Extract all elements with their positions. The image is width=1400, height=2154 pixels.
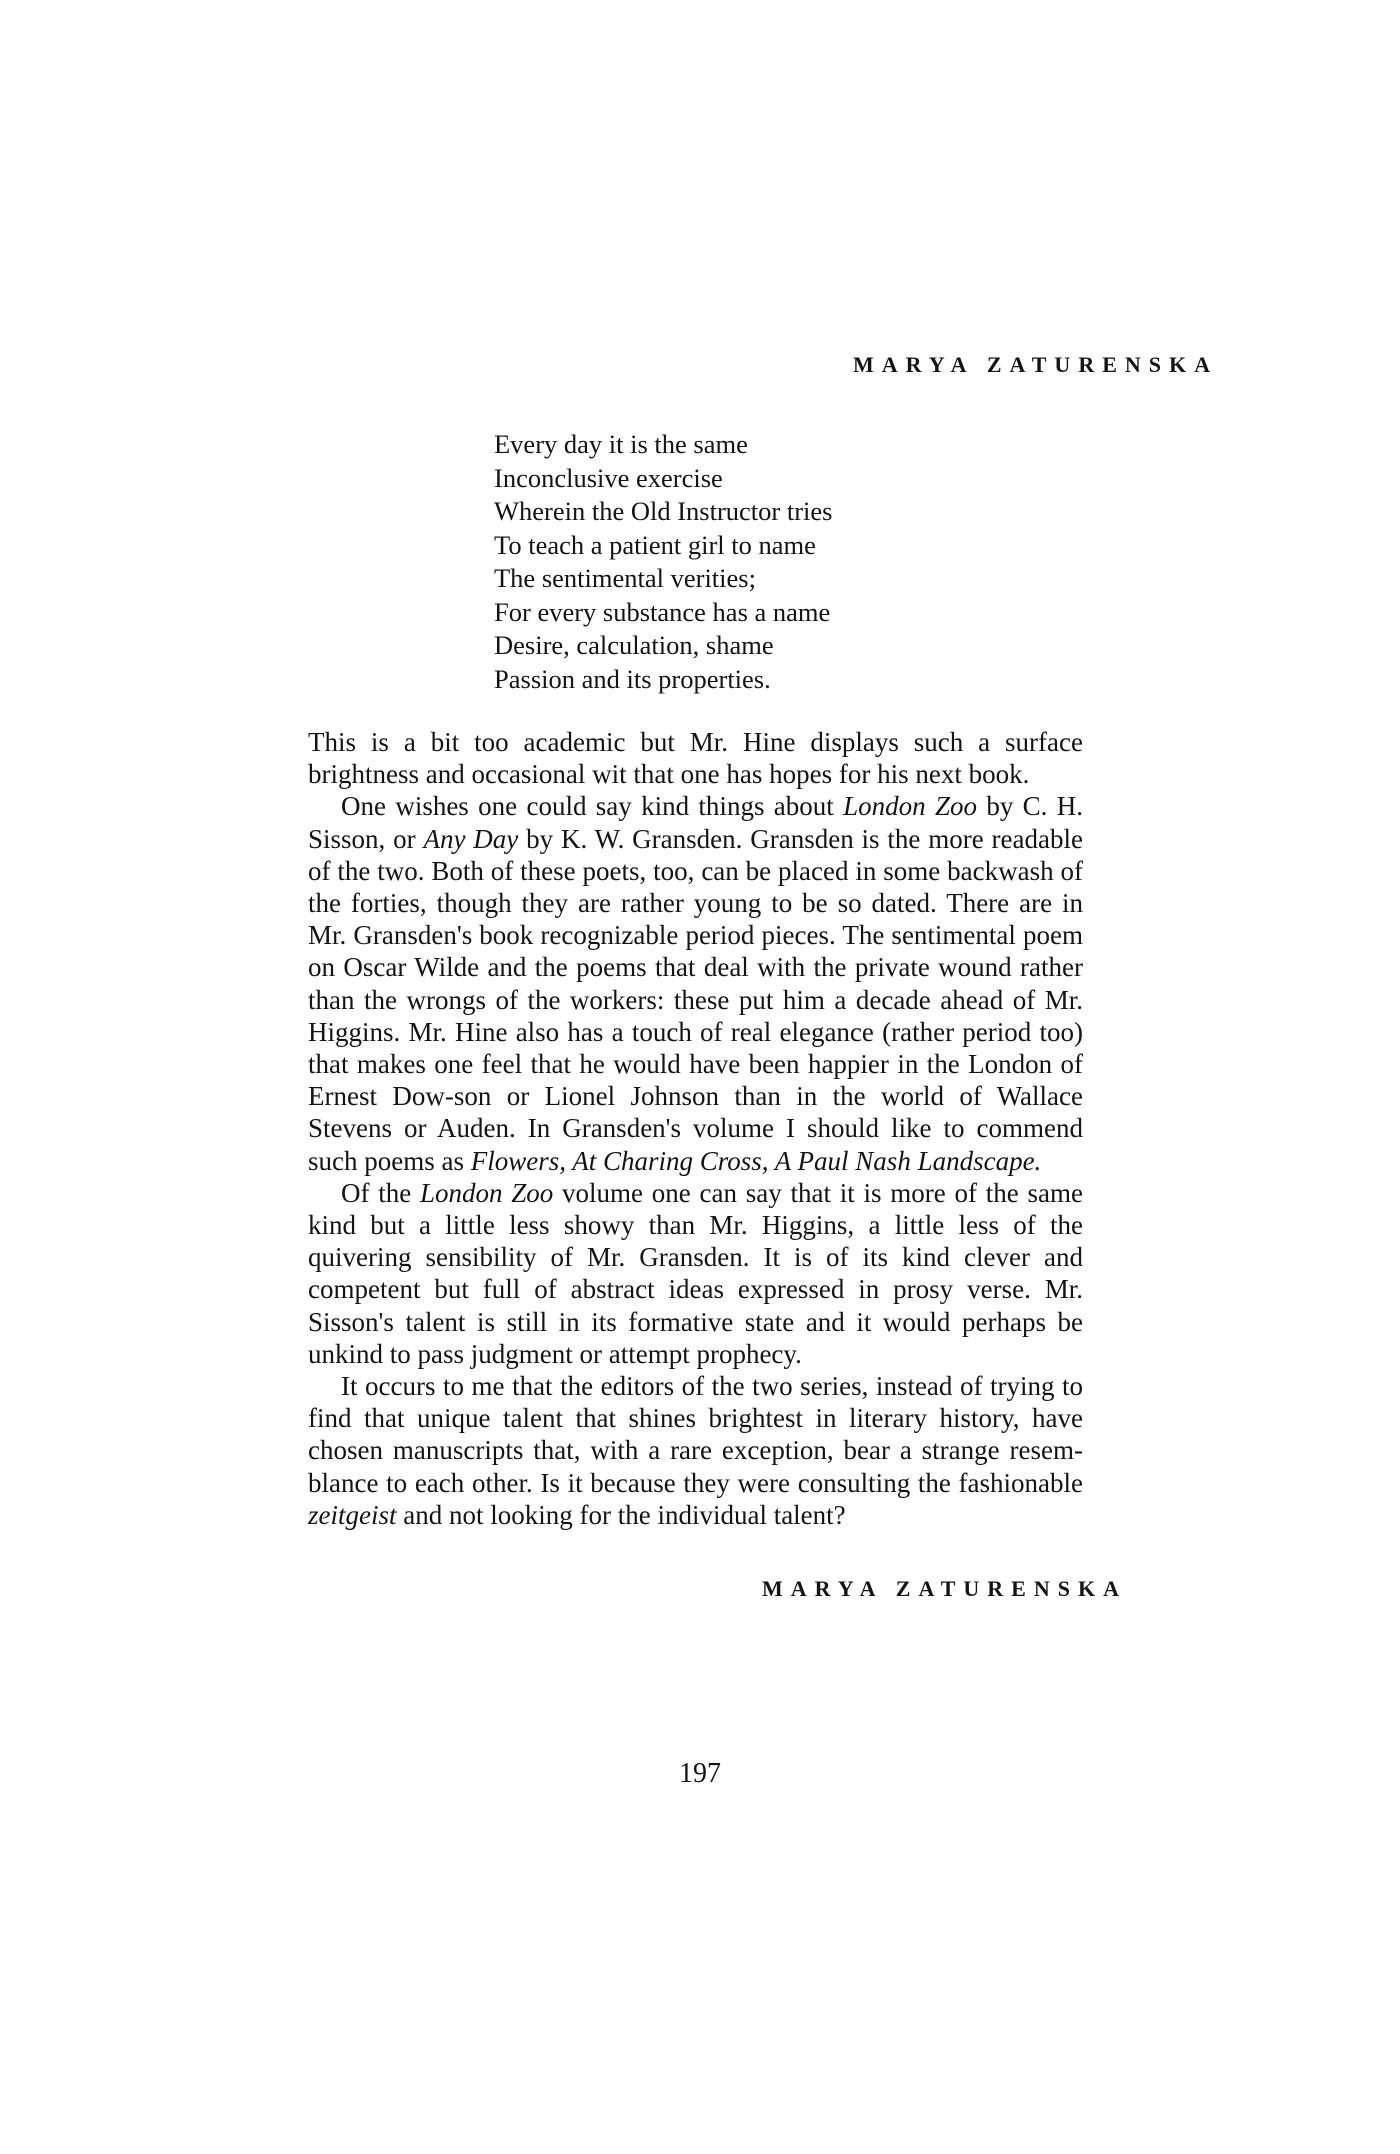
paragraph-4 <box>308 1370 1083 1531</box>
paragraph-1: This is a bit too academic but Mr. Hine displays such a surface brightness and occasional wit that one has hopes for his next book. <box>308 727 1083 790</box>
poem-line: Inconclusive exercise <box>494 462 723 493</box>
text-run: by K. W. Gransden. Gransden is the more readable of the two. Both of these poets, too, can be placed in some backwash of the forties, though they are rather young to be so dated. There are in Mr. Gransden's book recognizable period pieces. The sentimental poem on Oscar Wilde and the poems that deal with the private wound rather than the wrongs of the workers: these put him a decade ahead of Mr. Higgins. Mr. Hine also has a touch of real elegance (rather period too) that makes one feel that he would have been happier in the London of Ernest Dow-son or Lionel Johnson than in the world of Wallace Stevens or Auden. In Gransden's volume I should like to commend such poems as <box>308 823 1083 1176</box>
author-signature: MARYA ZATURENSKA <box>762 1576 1127 1601</box>
poem-titles: Flowers, At Charing Cross, A Paul Nash Landscape. <box>470 1145 1042 1176</box>
term-zeitgeist: zeitgeist <box>308 1499 397 1530</box>
page-number: 197 <box>679 1758 721 1789</box>
book-title-london-zoo: London Zoo <box>420 1177 554 1208</box>
text-run: by C. H. Sisson, or <box>308 791 1083 854</box>
paragraph-3 <box>308 1177 1083 1370</box>
running-head: MARYA ZATURENSKA <box>853 352 1218 377</box>
review-body <box>308 726 1083 1531</box>
poem-line: Wherein the Old Instructor tries <box>494 496 833 526</box>
paragraph-2 <box>308 790 1083 1176</box>
poem-line: Desire, calculation, shame <box>494 630 774 660</box>
poem-quotation <box>494 428 954 696</box>
book-title-any-day: Any Day <box>423 823 519 854</box>
poem-line: For every substance has a name <box>494 596 831 627</box>
poem-line: The sentimental verities; <box>494 563 756 593</box>
text-run: Of the <box>341 1177 420 1208</box>
text-run: and not looking for the individual talent? <box>396 1499 846 1530</box>
text-run: One wishes one could say kind things about <box>341 791 844 822</box>
poem-line: Passion and its properties. <box>494 663 771 694</box>
book-title-london-zoo: London Zoo <box>843 791 977 822</box>
poem-line: Every day it is the same <box>494 429 748 459</box>
text-run: It occurs to me that the editors of the two series, instead of trying to find that unique talent that shines brightest in literary history, have chosen manuscripts that, with a rare exception, bear a strange resemblance to each other. Is it because they were consulting the fashionable <box>308 1371 1083 1498</box>
text-run: volume one can say that it is more of the same kind but a little less showy than Mr. Higgins, a little less of the quivering sensibility of Mr. Gransden. It is of its kind clever and competent but full of abstract ideas expressed in prosy verse. Mr. Sisson's talent is still in its formative state and it would perhaps be unkind to pass judgment or attempt prophecy. <box>308 1177 1083 1369</box>
poem-line: To teach a patient girl to name <box>494 529 816 560</box>
